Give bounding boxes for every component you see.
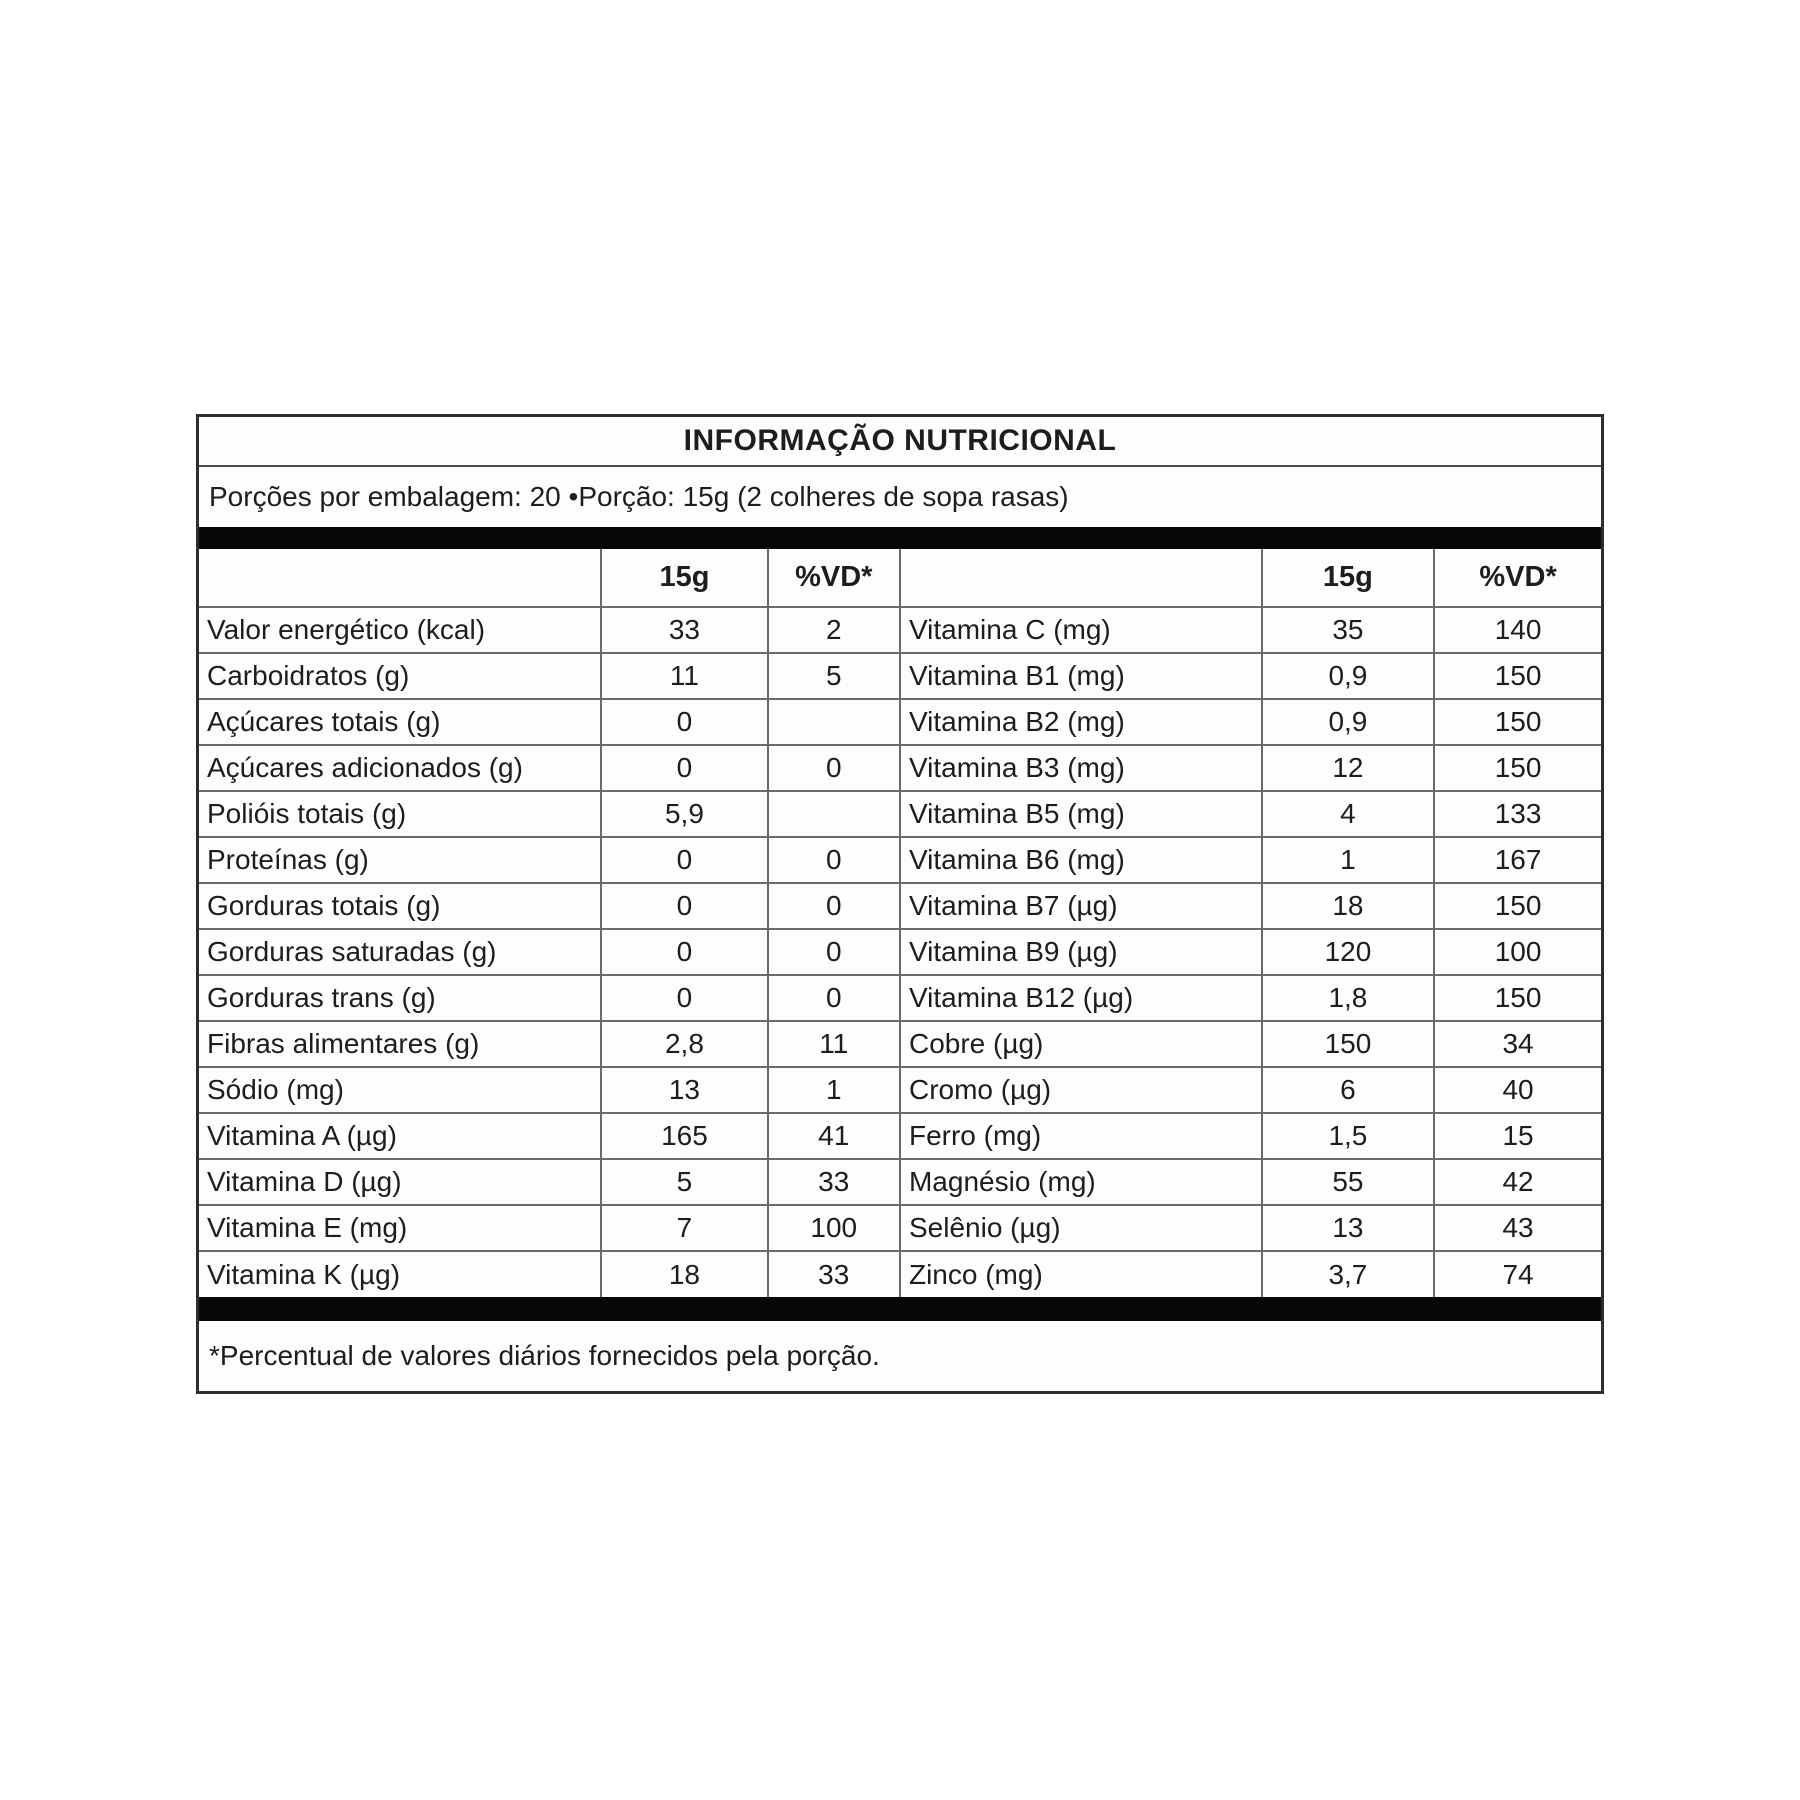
nutrient-dv-right: 150 <box>1434 883 1601 929</box>
table-row <box>199 1205 1601 1251</box>
nutrient-label-right: Vitamina B7 (µg) <box>900 883 1262 929</box>
nutrient-label-right: Vitamina B6 (mg) <box>900 837 1262 883</box>
nutrient-amount-left: 18 <box>601 1251 767 1297</box>
table-row <box>199 883 1601 929</box>
nutrient-dv-left: 0 <box>768 837 900 883</box>
top-separator-bar <box>199 527 1601 549</box>
nutrient-amount-left: 0 <box>601 975 767 1021</box>
nutrient-dv-left: 5 <box>768 653 900 699</box>
table-row <box>199 1251 1601 1297</box>
nutrient-amount-right: 12 <box>1262 745 1434 791</box>
nutrient-amount-right: 35 <box>1262 607 1434 653</box>
nutrient-dv-right: 74 <box>1434 1251 1601 1297</box>
nutrient-amount-left: 11 <box>601 653 767 699</box>
table-row <box>199 791 1601 837</box>
nutrient-amount-left: 165 <box>601 1113 767 1159</box>
column-header-row <box>199 549 1601 607</box>
nutrient-label-left: Carboidratos (g) <box>199 653 601 699</box>
nutrient-dv-left: 33 <box>768 1251 900 1297</box>
nutrient-label-left: Proteínas (g) <box>199 837 601 883</box>
header-amount-right: 15g <box>1262 549 1434 607</box>
nutrient-label-right: Ferro (mg) <box>900 1113 1262 1159</box>
nutrient-amount-right: 1 <box>1262 837 1434 883</box>
header-amount-left: 15g <box>601 549 767 607</box>
nutrient-dv-left: 0 <box>768 975 900 1021</box>
nutrient-amount-right: 3,7 <box>1262 1251 1434 1297</box>
table-row <box>199 607 1601 653</box>
nutrient-label-left: Açúcares adicionados (g) <box>199 745 601 791</box>
nutrient-amount-right: 13 <box>1262 1205 1434 1251</box>
header-empty-left <box>199 549 601 607</box>
nutrient-label-left: Vitamina E (mg) <box>199 1205 601 1251</box>
nutrient-label-right: Vitamina B3 (mg) <box>900 745 1262 791</box>
nutrient-dv-right: 150 <box>1434 699 1601 745</box>
nutrient-label-left: Vitamina K (µg) <box>199 1251 601 1297</box>
nutrient-dv-left <box>768 699 900 745</box>
nutrient-label-right: Vitamina B12 (µg) <box>900 975 1262 1021</box>
footnote: *Percentual de valores diários fornecidos pela porção. <box>209 1340 880 1371</box>
nutrient-dv-left: 41 <box>768 1113 900 1159</box>
nutrient-amount-left: 5 <box>601 1159 767 1205</box>
nutrient-amount-left: 0 <box>601 837 767 883</box>
nutrient-label-right: Cromo (µg) <box>900 1067 1262 1113</box>
table-row <box>199 699 1601 745</box>
nutrient-dv-left: 0 <box>768 883 900 929</box>
nutrient-amount-right: 0,9 <box>1262 699 1434 745</box>
table-row <box>199 837 1601 883</box>
table-row <box>199 1113 1601 1159</box>
nutrient-label-left: Gorduras totais (g) <box>199 883 601 929</box>
table-row <box>199 975 1601 1021</box>
nutrient-dv-left: 1 <box>768 1067 900 1113</box>
nutrient-label-left: Gorduras saturadas (g) <box>199 929 601 975</box>
table-row <box>199 745 1601 791</box>
nutrient-dv-left: 0 <box>768 745 900 791</box>
table-row <box>199 1067 1601 1113</box>
nutrient-dv-left: 2 <box>768 607 900 653</box>
nutrients-grid <box>199 549 1601 1297</box>
nutrient-amount-right: 4 <box>1262 791 1434 837</box>
table-row <box>199 929 1601 975</box>
nutrient-amount-left: 2,8 <box>601 1021 767 1067</box>
nutrient-dv-left <box>768 791 900 837</box>
nutrient-dv-right: 133 <box>1434 791 1601 837</box>
nutrient-label-left: Açúcares totais (g) <box>199 699 601 745</box>
bottom-separator-bar <box>199 1297 1601 1321</box>
nutrient-label-left: Valor energético (kcal) <box>199 607 601 653</box>
servings-line: Porções por embalagem: 20 •Porção: 15g (2 colheres de sopa rasas) <box>209 481 1069 512</box>
nutrient-label-right: Vitamina B9 (µg) <box>900 929 1262 975</box>
nutrient-label-right: Vitamina B1 (mg) <box>900 653 1262 699</box>
nutrient-amount-right: 6 <box>1262 1067 1434 1113</box>
nutrient-dv-left: 100 <box>768 1205 900 1251</box>
nutrient-dv-right: 100 <box>1434 929 1601 975</box>
nutrient-dv-right: 40 <box>1434 1067 1601 1113</box>
nutrient-dv-right: 43 <box>1434 1205 1601 1251</box>
nutrient-dv-right: 150 <box>1434 653 1601 699</box>
nutrient-dv-left: 11 <box>768 1021 900 1067</box>
table-row <box>199 653 1601 699</box>
nutrient-label-right: Vitamina B2 (mg) <box>900 699 1262 745</box>
nutrient-dv-right: 150 <box>1434 745 1601 791</box>
nutrient-dv-left: 0 <box>768 929 900 975</box>
nutrient-amount-right: 55 <box>1262 1159 1434 1205</box>
nutrient-amount-right: 0,9 <box>1262 653 1434 699</box>
nutrient-amount-right: 150 <box>1262 1021 1434 1067</box>
nutrient-amount-right: 1,5 <box>1262 1113 1434 1159</box>
nutrient-dv-right: 140 <box>1434 607 1601 653</box>
nutrient-dv-left: 33 <box>768 1159 900 1205</box>
nutrient-label-right: Cobre (µg) <box>900 1021 1262 1067</box>
nutrient-amount-left: 0 <box>601 929 767 975</box>
nutrient-amount-left: 0 <box>601 883 767 929</box>
nutrient-amount-right: 18 <box>1262 883 1434 929</box>
nutrient-amount-left: 33 <box>601 607 767 653</box>
nutrient-dv-right: 15 <box>1434 1113 1601 1159</box>
nutrient-label-right: Selênio (µg) <box>900 1205 1262 1251</box>
header-dv-right: %VD* <box>1434 549 1601 607</box>
nutrient-dv-right: 34 <box>1434 1021 1601 1067</box>
nutrient-label-left: Vitamina D (µg) <box>199 1159 601 1205</box>
nutrient-amount-left: 5,9 <box>601 791 767 837</box>
table-title: INFORMAÇÃO NUTRICIONAL <box>199 417 1601 467</box>
nutrient-label-right: Zinco (mg) <box>900 1251 1262 1297</box>
nutrient-label-right: Magnésio (mg) <box>900 1159 1262 1205</box>
nutrient-dv-right: 150 <box>1434 975 1601 1021</box>
nutrient-dv-right: 42 <box>1434 1159 1601 1205</box>
nutrient-label-left: Vitamina A (µg) <box>199 1113 601 1159</box>
nutrient-amount-left: 0 <box>601 699 767 745</box>
nutrient-label-left: Polióis totais (g) <box>199 791 601 837</box>
nutrient-label-right: Vitamina C (mg) <box>900 607 1262 653</box>
nutrient-amount-left: 13 <box>601 1067 767 1113</box>
table-row <box>199 1021 1601 1067</box>
nutrient-amount-left: 0 <box>601 745 767 791</box>
header-dv-left: %VD* <box>768 549 900 607</box>
nutrition-facts-table <box>196 414 1604 1394</box>
nutrient-dv-right: 167 <box>1434 837 1601 883</box>
nutrient-label-left: Gorduras trans (g) <box>199 975 601 1021</box>
table-row <box>199 1159 1601 1205</box>
nutrient-label-right: Vitamina B5 (mg) <box>900 791 1262 837</box>
header-empty-right <box>900 549 1262 607</box>
nutrient-amount-left: 7 <box>601 1205 767 1251</box>
nutrient-amount-right: 120 <box>1262 929 1434 975</box>
nutrient-amount-right: 1,8 <box>1262 975 1434 1021</box>
nutrient-label-left: Sódio (mg) <box>199 1067 601 1113</box>
nutrient-label-left: Fibras alimentares (g) <box>199 1021 601 1067</box>
